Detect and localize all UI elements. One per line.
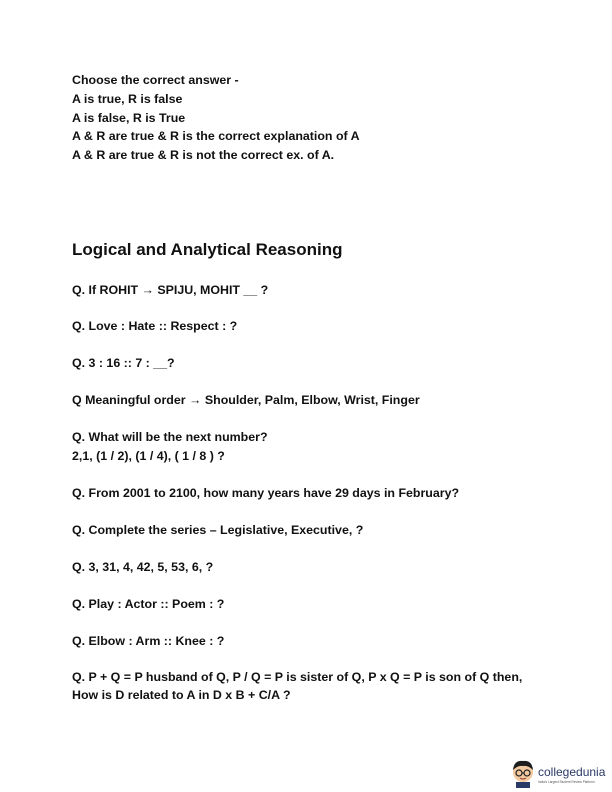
answer-prompt: Choose the correct answer -: [72, 73, 239, 87]
brand-tagline: India's Largest Student Review Platform: [538, 780, 595, 784]
question-7: Q. Complete the series – Legislative, Executive, ?: [72, 523, 364, 537]
question-3: Q. 3 : 16 :: 7 : __?: [72, 356, 175, 370]
brand-name: collegedunia: [538, 765, 606, 779]
question-6: Q. From 2001 to 2100, how many years have 29 days in February?: [72, 486, 460, 500]
question-9: Q. Play : Actor :: Poem : ?: [72, 597, 225, 611]
section-heading: Logical and Analytical Reasoning: [72, 240, 343, 259]
answer-option-4: A & R are true & R is not the correct ex. of A.: [72, 148, 335, 162]
question-11: Q. P + Q = P husband of Q, P / Q = P is sister of Q, P x Q = P is son of Q then, How is D related to A in D x B + C/A ?: [72, 670, 523, 702]
student-mascot-icon: [510, 758, 536, 788]
answer-option-2: A is false, R is True: [72, 111, 186, 125]
question-1: Q. If ROHIT → SPIJU, MOHIT __ ?: [72, 283, 269, 297]
answer-option-3: A & R are true & R is the correct explanation of A: [72, 129, 360, 143]
question-5-sequence: 2,1, (1 / 2), (1 / 4), ( 1 / 8 ) ?: [72, 449, 225, 463]
answer-option-1: A is true, R is false: [72, 92, 183, 106]
question-10: Q. Elbow : Arm :: Knee : ?: [72, 634, 225, 648]
question-2: Q. Love : Hate :: Respect : ?: [72, 319, 238, 333]
question-8: Q. 3, 31, 4, 42, 5, 53, 6, ?: [72, 560, 214, 574]
question-4: Q Meaningful order → Shoulder, Palm, Elbow, Wrist, Finger: [72, 393, 420, 407]
question-5: Q. What will be the next number?: [72, 430, 268, 444]
collegedunia-logo: [510, 756, 612, 792]
